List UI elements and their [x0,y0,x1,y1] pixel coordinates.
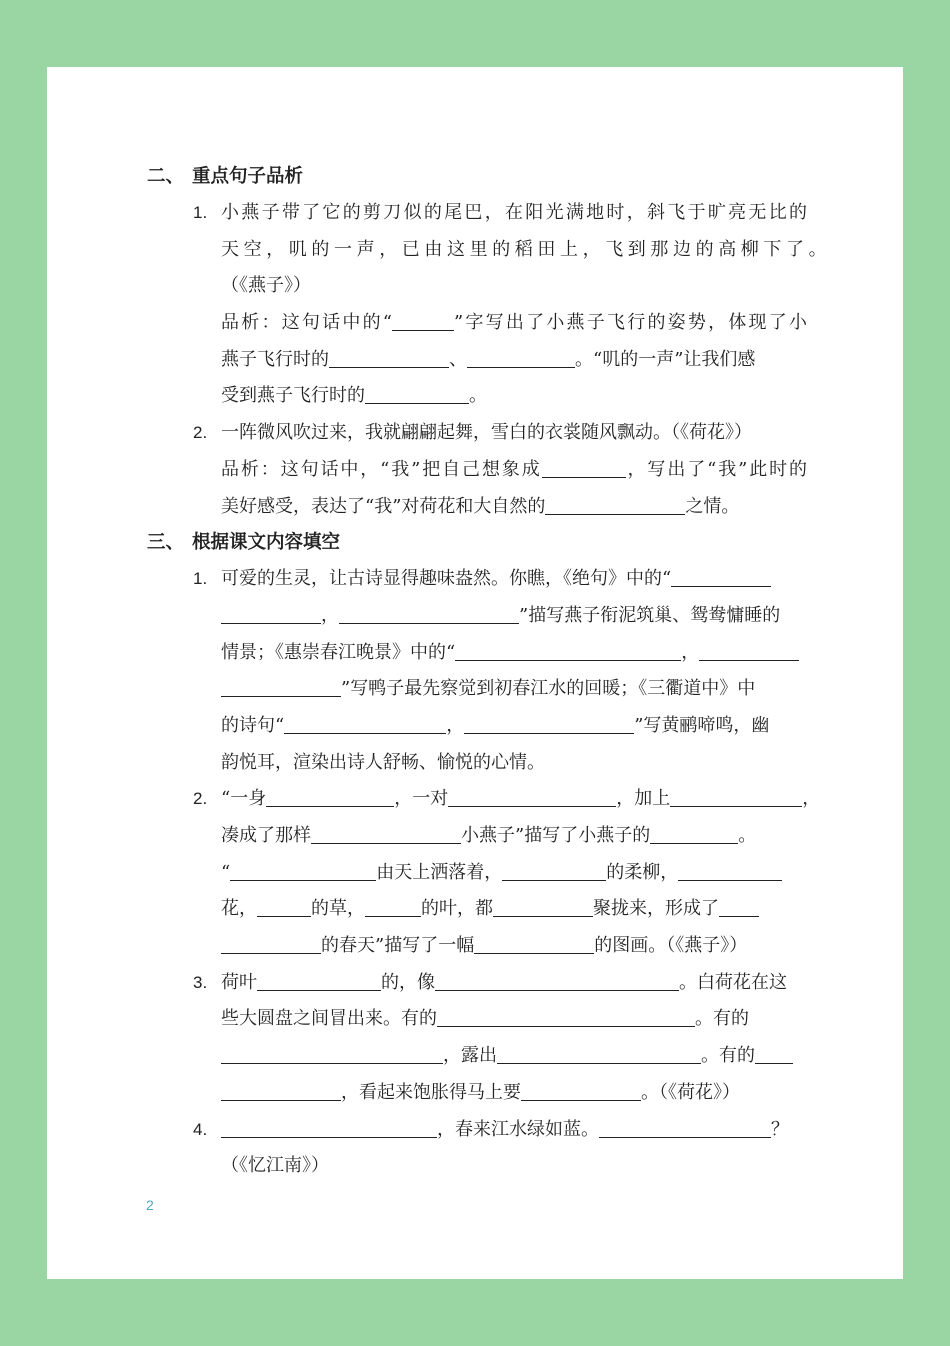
text: ”字写出了小燕子飞行的姿势，体现了小 [454,312,808,334]
section-3-question-4 [147,1112,807,1185]
text: ”写鸭子最先察觉到初春江水的回暖；《三衢道中》中 [341,678,756,700]
answer-blank[interactable] [755,1041,793,1064]
text: 之情。 [685,495,740,517]
answer-blank[interactable] [448,784,616,807]
text: 的，像 [381,971,435,993]
answer-blank[interactable] [545,492,685,515]
text: 由天上洒落着， [376,861,503,883]
text-line: 韵悦耳，渲染出诗人舒畅、愉悦的心情。 [221,751,545,773]
answer-blank[interactable] [671,564,771,587]
section-2-title [147,159,807,195]
text: ，春来江水绿如蓝。 [437,1118,599,1140]
answer-blank[interactable] [257,894,311,917]
answer-blank[interactable] [435,968,679,991]
question-number: 4. [193,1119,208,1139]
text-line [221,708,807,745]
text-line: （《燕子》） [221,275,311,297]
answer-blank[interactable] [221,931,321,954]
answer-blank[interactable] [678,858,782,881]
text: 的柔柳， [606,861,679,883]
answer-blank[interactable] [502,858,606,881]
text: 。有的 [701,1045,755,1067]
text: 可爱的生灵，让古诗显得趣味盎然。你瞧，《绝句》中的“ [221,568,672,590]
text: 品析：这句话中，“我”把自己想象成 [221,458,542,480]
text: ”描写燕子衔泥筑巢、鸳鸯慵睡的 [519,604,781,626]
text: 的春天”描写了一幅 [321,935,475,957]
text: 的图画。（《燕子》） [594,935,748,957]
text-line [221,489,807,526]
section-3-question-3 [147,965,807,1112]
answer-blank[interactable] [284,711,446,734]
text: ，写出了“我”此时的 [625,458,808,480]
answer-blank[interactable] [266,784,394,807]
section-3-question-2 [147,781,821,964]
text: 些大圆盘之间冒出来。有的 [221,1008,437,1030]
text: 荷叶 [221,971,257,993]
answer-blank[interactable] [650,821,738,844]
answer-blank[interactable] [493,894,593,917]
section-3-heading: 根据课文内容填空 [192,532,341,554]
answer-blank[interactable] [257,968,381,991]
answer-blank[interactable] [464,711,634,734]
text: ， [681,641,700,663]
text: ， [446,714,465,736]
text: 的草， [311,898,365,920]
answer-blank[interactable] [719,894,759,917]
worksheet-page [47,67,903,1279]
text-line [221,452,807,489]
text: ， [321,604,339,626]
answer-blank[interactable] [311,821,461,844]
text: ， [802,788,821,810]
text-line [221,818,807,855]
text: 美好感受，表达了“我”对荷花和大自然的 [221,495,546,517]
answer-blank[interactable] [221,1078,341,1101]
answer-blank[interactable] [221,674,341,697]
text-line [221,965,807,1002]
section-2-question-1 [147,195,832,415]
text: 。白荷花在这 [679,971,787,993]
text-line [221,671,807,708]
answer-blank[interactable] [392,308,454,331]
text-line: 一阵微风吹过来，我就翩翩起舞，雪白的衣裳随风飘动。（《荷花》） [221,422,752,444]
section-3-title [147,525,807,561]
text: 聚拢来，形成了 [593,898,719,920]
text: 花， [221,898,257,920]
text-line: 天空，叽的一声，已由这里的稻田上，飞到那边的高柳下了。 [221,238,832,260]
text-line [221,781,821,818]
answer-blank[interactable] [437,1004,695,1027]
text: ，加上 [616,788,671,810]
text: 燕子飞行时的 [221,348,329,370]
answer-blank[interactable] [365,894,421,917]
text: 的诗句“ [221,714,285,736]
text: 凑成了那样 [221,825,311,846]
answer-blank[interactable] [230,858,376,881]
text: 、 [449,348,467,370]
section-2-question-2 [147,415,807,525]
section-2-heading: 重点句子品析 [192,166,304,187]
text-line [221,1038,807,1075]
question-number: 1. [193,569,208,589]
text: 。（《荷花》） [641,1081,740,1103]
section-3-number: 三、 [147,532,185,554]
text-line [221,1001,807,1038]
answer-blank[interactable] [474,931,594,954]
answer-blank[interactable] [455,638,681,661]
section-2-number: 二、 [147,166,185,187]
answer-blank[interactable] [339,601,519,624]
question-number: 2. [193,789,208,809]
text: 品析：这句话中的“ [221,312,392,334]
page-number: 2 [146,1197,154,1213]
answer-blank[interactable] [542,455,626,478]
answer-blank[interactable] [221,1041,443,1064]
answer-blank[interactable] [521,1078,641,1101]
question-number: 2. [193,423,208,443]
text: “一身 [221,788,267,810]
text: “ [221,861,231,883]
text-line [221,1075,807,1112]
text: 。 [469,385,487,407]
text: 受到燕子飞行时的 [221,385,365,407]
answer-blank[interactable] [599,1115,771,1138]
section-3-question-1 [147,561,807,781]
answer-blank[interactable] [497,1041,701,1064]
text: 。有的 [695,1008,749,1030]
text-line [221,561,807,598]
question-number: 1. [193,203,208,222]
text: ？ [771,1118,789,1140]
answer-blank[interactable] [329,345,449,368]
text-line [221,1112,807,1149]
text-line [221,635,807,672]
worksheet-content [147,159,832,1185]
text: 。 [738,825,757,846]
text-line [221,378,807,415]
answer-blank[interactable] [467,345,575,368]
text-line [221,305,807,342]
text: 。“叽的一声”让我们感 [575,348,756,370]
text-line [221,342,807,379]
answer-blank[interactable] [365,381,469,404]
answer-blank[interactable] [221,601,321,624]
answer-blank[interactable] [670,784,802,807]
text: ”写黄鹂啼鸣，幽 [634,714,770,736]
text-line: 小燕子带了它的剪刀似的尾巴，在阳光满地时，斜飞于旷亮无比的 [221,202,807,223]
text: ，一对 [394,788,449,810]
text-line [221,855,807,892]
text-line: （《忆江南》） [221,1155,329,1177]
text: 的叶，都 [421,898,493,920]
text: 小燕子”描写了小燕子的 [461,825,651,846]
text: ，露出 [443,1045,497,1067]
answer-blank[interactable] [221,1115,437,1138]
text-line [221,928,807,965]
answer-blank[interactable] [699,638,799,661]
text: ，看起来饱胀得马上要 [341,1081,521,1103]
question-number: 3. [193,972,208,992]
text-line [221,598,807,635]
text: 情景；《惠崇春江晚景》中的“ [221,641,456,663]
text-line [221,891,807,928]
